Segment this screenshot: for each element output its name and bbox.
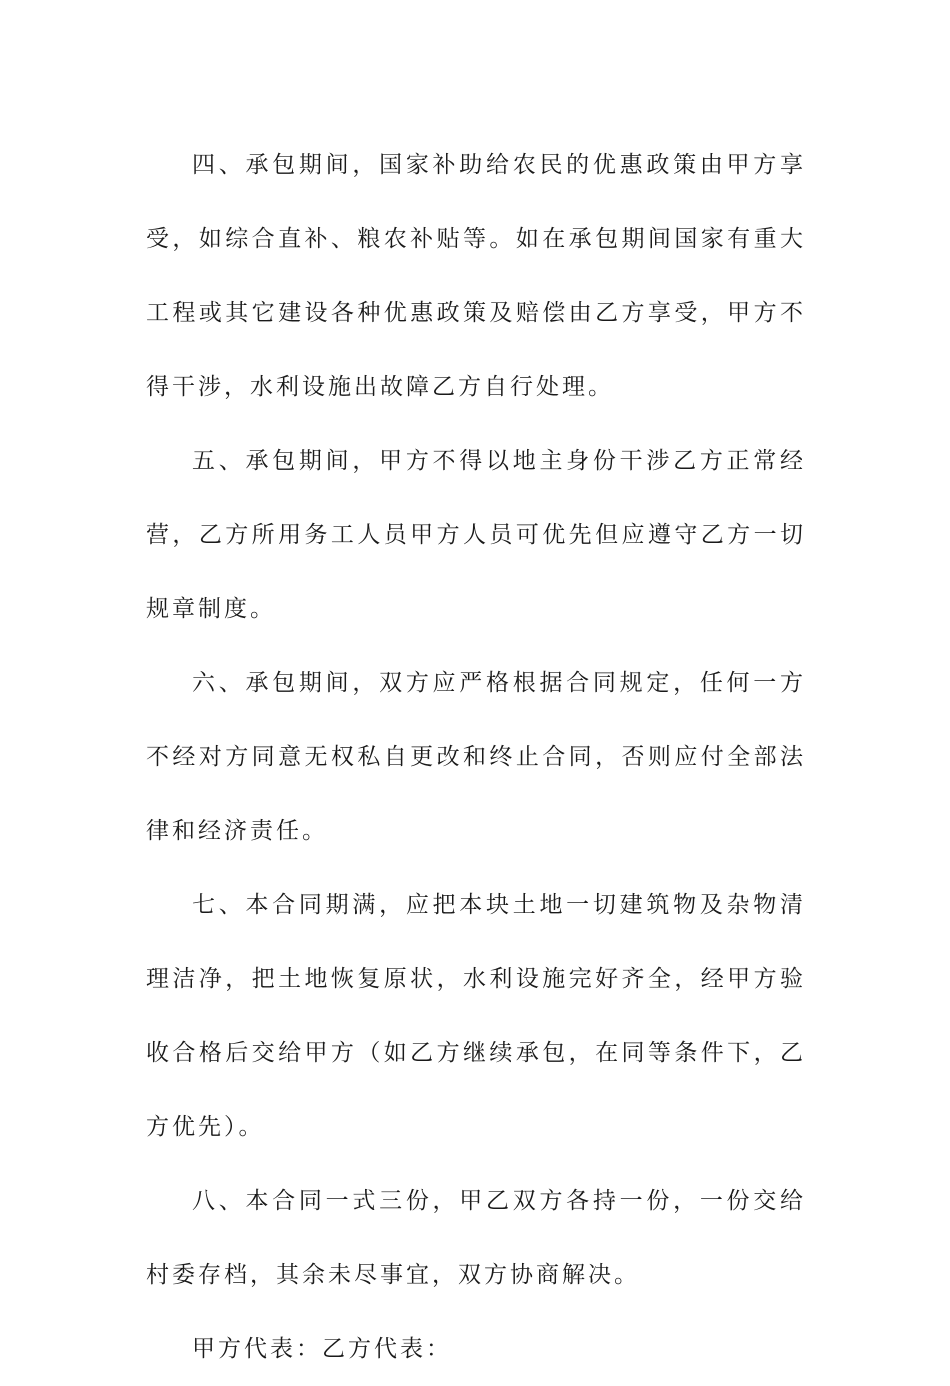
clause-five-paragraph: 五、承包期间，甲方不得以地主身份干涉乙方正常经营，乙方所用务工人员甲方人员可优先但应遵守乙方一切规章制度。 xyxy=(146,448,806,622)
clause-seven-paragraph: 七、本合同期满，应把本块土地一切建筑物及杂物清理洁净，把土地恢复原状，水利设施完好齐全，经甲方验收合格后交给甲方（如乙方继续承包，在同等条件下，乙方优先）。 xyxy=(146,892,806,1140)
signature-line: 甲方代表：乙方代表： xyxy=(192,1336,452,1362)
clause-six-paragraph: 六、承包期间，双方应严格根据合同规定，任何一方不经对方同意无权私自更改和终止合同，否则应付全部法律和经济责任。 xyxy=(146,670,806,844)
document-body xyxy=(146,128,806,1386)
clause-eight-paragraph: 八、本合同一式三份，甲乙双方各持一份，一份交给村委存档，其余未尽事宜，双方协商解决。 xyxy=(146,1188,806,1288)
clause-four-paragraph: 四、承包期间，国家补助给农民的优惠政策由甲方享受，如综合直补、粮农补贴等。如在承包期间国家有重大工程或其它建设各种优惠政策及赔偿由乙方享受，甲方不得干涉，水利设施出故障乙方自行处理。 xyxy=(146,152,806,400)
